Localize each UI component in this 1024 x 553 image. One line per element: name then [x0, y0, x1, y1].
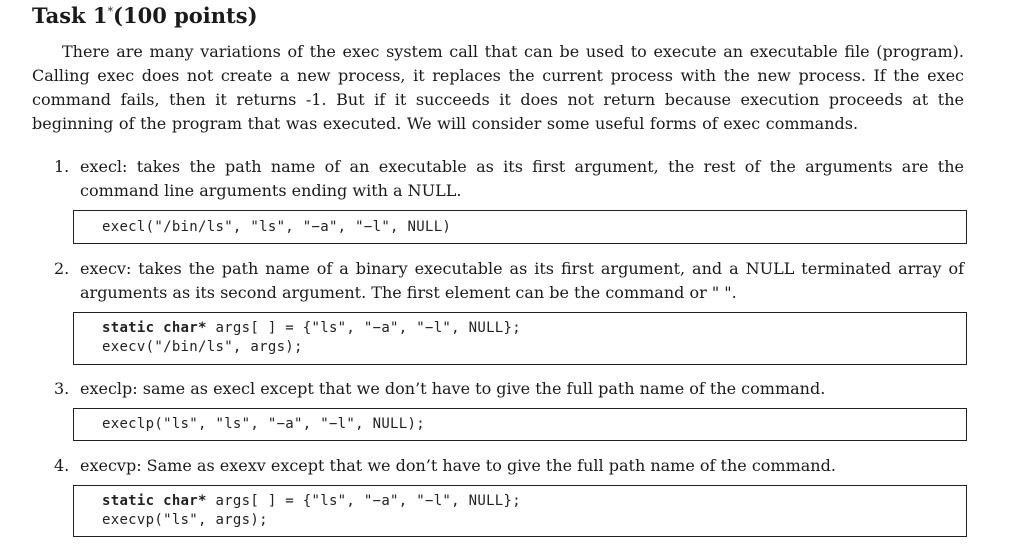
list-item-text: execlp: same as execl except that we don’t have to give the full path name of the command.: [80, 379, 826, 398]
code-line: [102, 492, 966, 511]
task-asterisk: *: [107, 5, 114, 18]
code-line: [102, 319, 966, 338]
code-line: execlp("ls", "ls", "−a", "−l", NULL);: [102, 416, 425, 432]
code-block-execv: [73, 312, 967, 365]
code-text: args[ ] = {"ls", "−a", "−l", NULL};: [206, 493, 521, 509]
code-block-execvp: [73, 485, 967, 537]
code-text: args[ ] = {"ls", "−a", "−l", NULL};: [206, 320, 521, 336]
list-item-execvp: [54, 454, 964, 478]
list-item-execv: [54, 257, 964, 305]
list-item-number: 1.: [54, 157, 70, 176]
list-item-text: execvp: Same as exexv except that we don’t have to give the full path name of the command.: [80, 456, 836, 475]
code-block-execl: [73, 210, 967, 244]
list-item-execl: [54, 155, 964, 203]
list-item-execlp: [54, 377, 964, 401]
intro-paragraph: There are many variations of the exec system call that can be used to execute an executable file (program). Calling exec does not create a new process, it replaces the current process with the new process. If the exec command fails, then it returns -1. But if it succeeds it does not return because execution proceeds at the beginning of the program that was executed. We will consider some useful forms of exec commands.: [32, 42, 964, 133]
code-line: execv("/bin/ls", args);: [102, 339, 303, 355]
task-points: (100 points): [113, 3, 258, 28]
task-heading: [32, 2, 258, 30]
task-title: Task 1: [32, 3, 108, 28]
code-line: execvp("ls", args);: [102, 512, 268, 528]
list-item-text: execv: takes the path name of a binary executable as its first argument, and a NULL terminated array of arguments as its second argument. The first element can be the command or " ".: [80, 259, 964, 302]
code-keyword: static char*: [102, 320, 207, 336]
list-item-text: execl: takes the path name of an executable as its first argument, the rest of the arguments are the command line arguments ending with a NULL.: [80, 157, 964, 200]
list-item-number: 4.: [54, 456, 70, 475]
code-block-execlp: [73, 408, 967, 441]
code-keyword: static char*: [102, 493, 207, 509]
code-line: execl("/bin/ls", "ls", "−a", "−l", NULL): [102, 219, 452, 235]
list-item-number: 3.: [54, 379, 70, 398]
list-item-number: 2.: [54, 259, 70, 278]
